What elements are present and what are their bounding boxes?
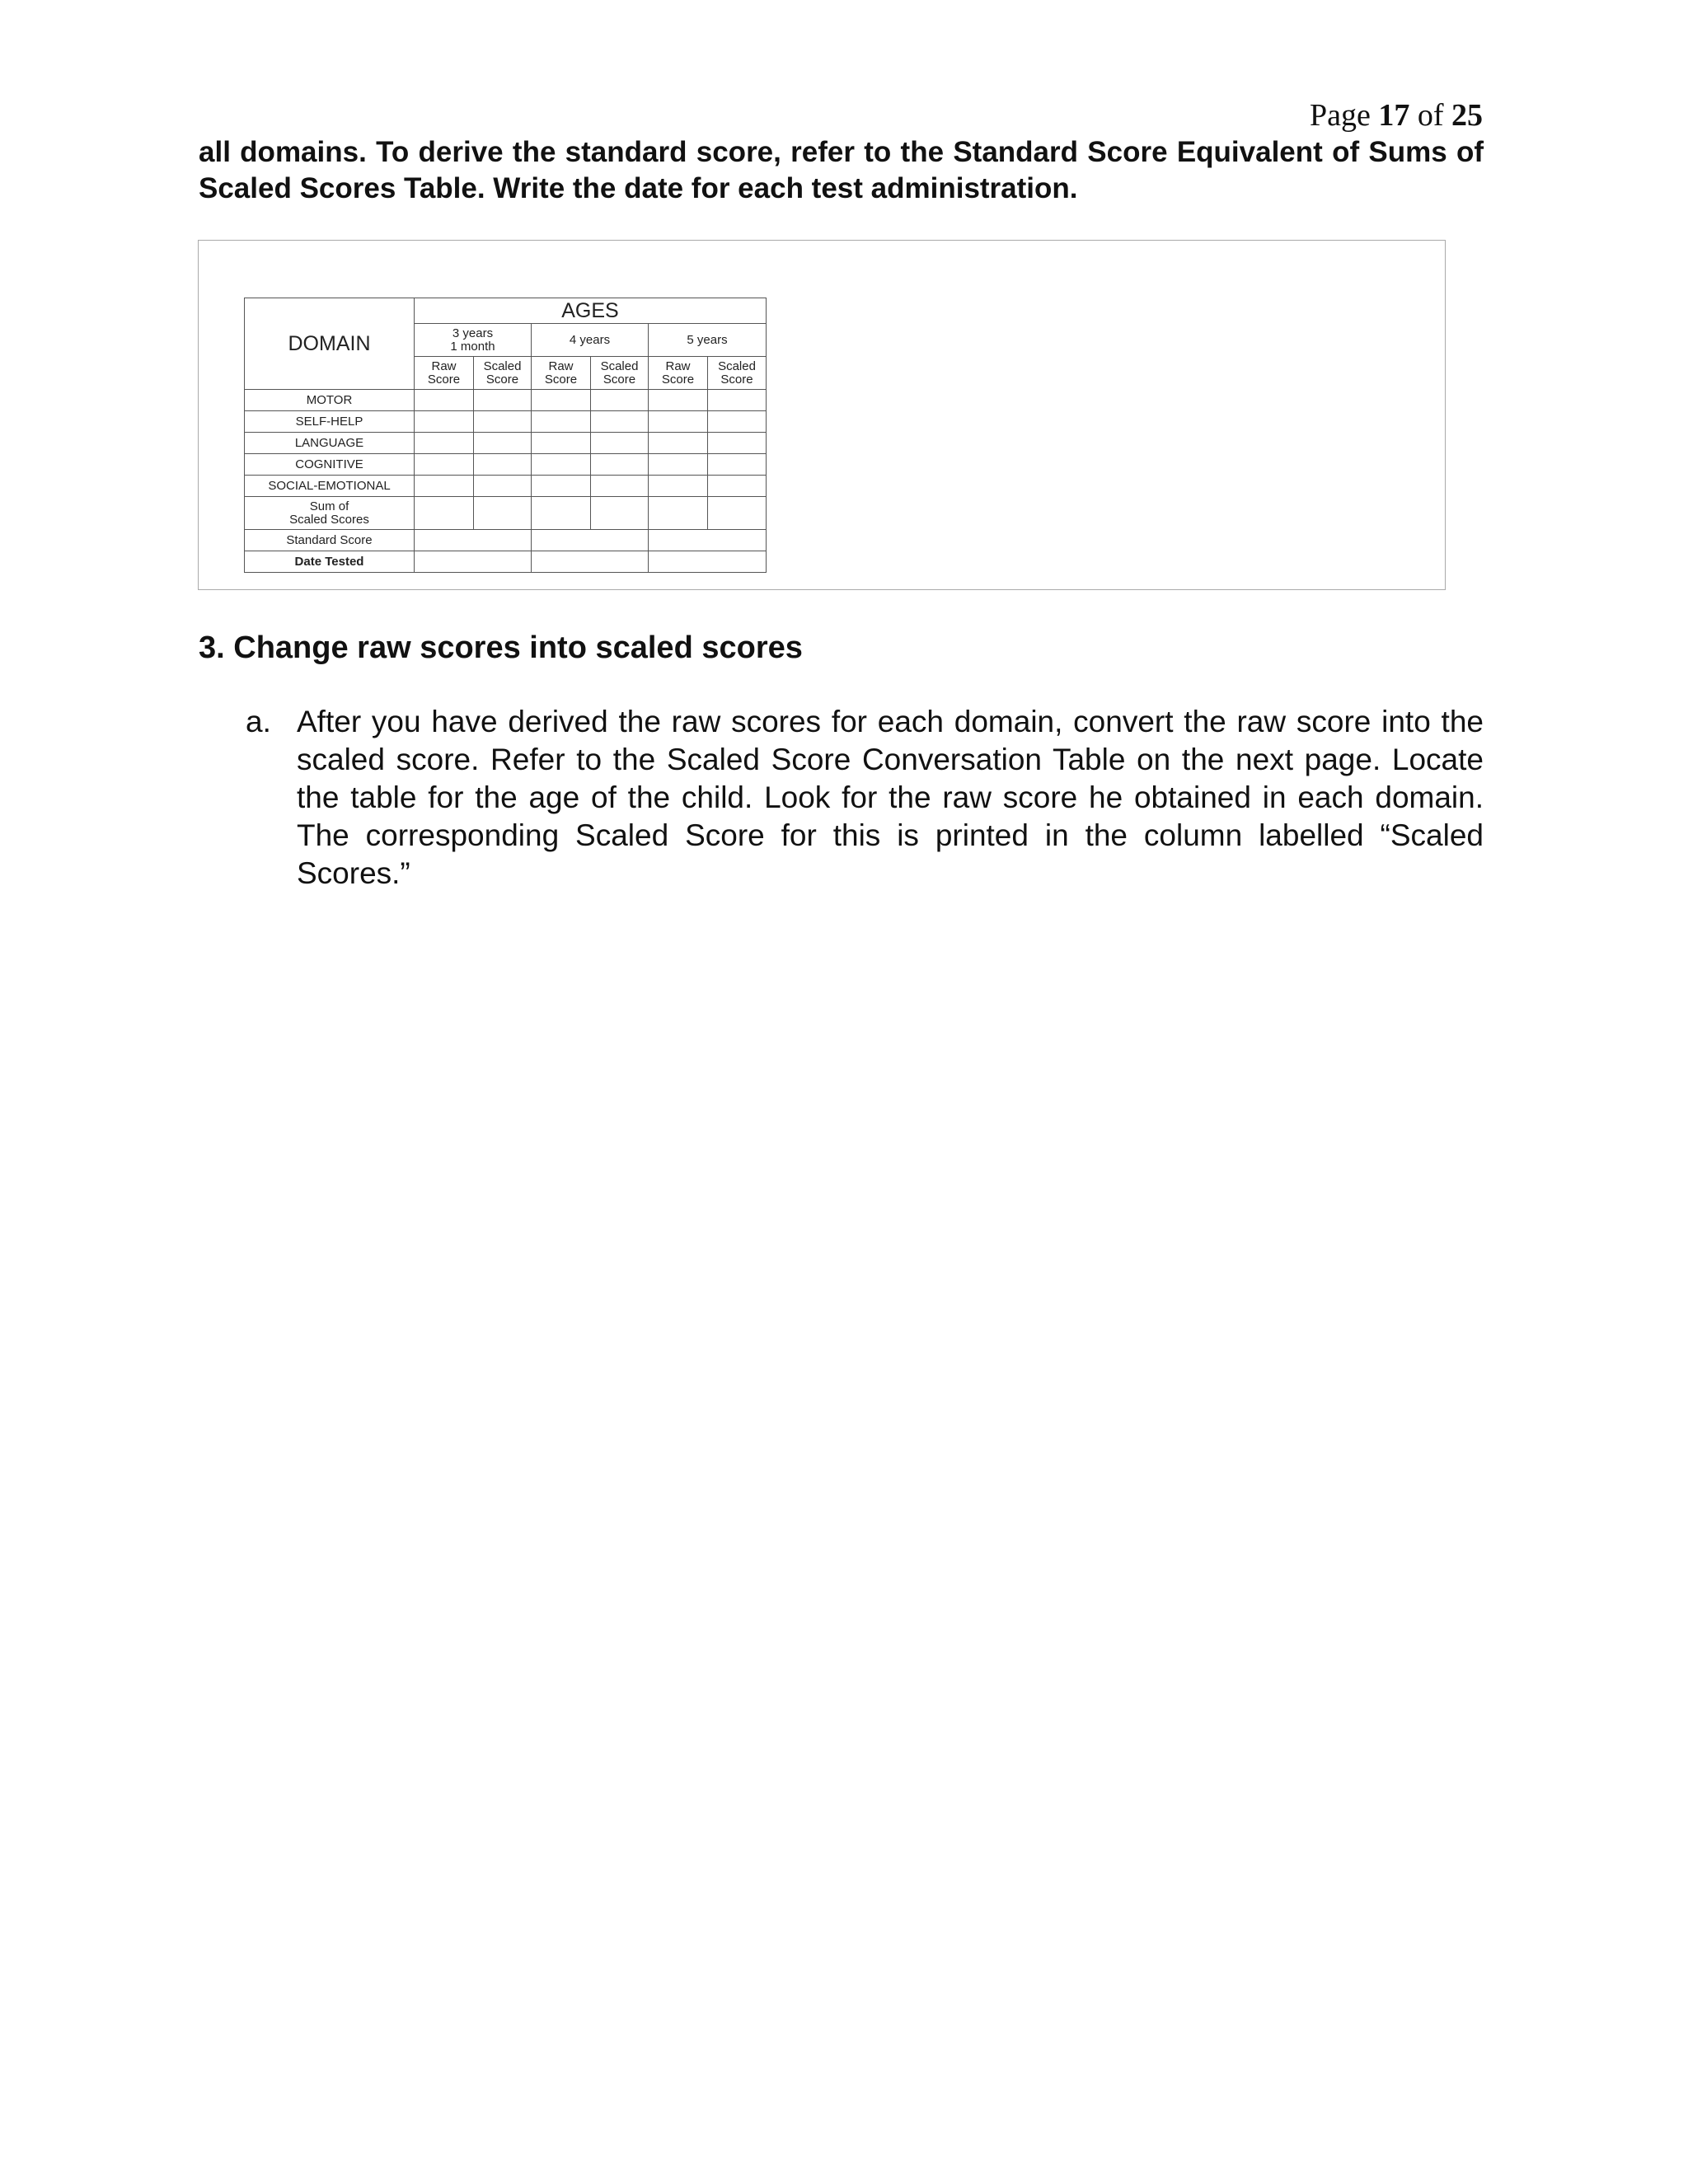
score-cell[interactable] [474,497,532,530]
intro-text: all domains. To derive the standard score, refer to the Standard Score Equivalent of Sums of Scaled Scores Table. Write the date for each test administration. [199,136,1484,204]
age-group-header: 4 years [532,324,649,357]
score-cell[interactable] [474,454,532,476]
domain-label: COGNITIVE [245,454,415,476]
score-cell[interactable] [591,433,649,454]
intro-paragraph [199,134,1484,207]
page-total: 25 [1451,98,1483,133]
score-cell[interactable] [532,454,591,476]
standard-score-cell[interactable] [415,530,532,551]
score-cell[interactable] [708,390,767,411]
score-type-header: Raw Score [532,357,591,390]
domain-header: DOMAIN [245,298,415,390]
score-cell[interactable] [474,390,532,411]
score-table-figure [198,240,1446,590]
score-type-header: Scaled Score [708,357,767,390]
score-cell[interactable] [591,497,649,530]
date-tested-cell[interactable] [415,551,532,573]
score-cell[interactable] [649,390,708,411]
score-type-header: Scaled Score [591,357,649,390]
score-type-header: Raw Score [415,357,474,390]
list-item-text: After you have derived the raw scores for each domain, convert the raw score into the scaled score. Refer to the Scaled Score Conversation Table on the next page. Locate the table for the age of the child. Look for the raw score he obtained in each domain. The corresponding Scaled Score for this is printed in the column labelled “Scaled Scores.” [297,705,1484,890]
score-cell[interactable] [708,454,767,476]
page-number: 17 [1378,98,1410,133]
table-row [245,411,767,433]
score-cell[interactable] [474,411,532,433]
score-cell[interactable] [708,476,767,497]
score-cell[interactable] [708,433,767,454]
domain-label: Sum of Scaled Scores [245,497,415,530]
list-item [246,703,1484,893]
score-cell[interactable] [415,433,474,454]
table-row [245,454,767,476]
standard-score-cell[interactable] [532,530,649,551]
date-tested-label: Date Tested [245,551,415,573]
page-label: Page [1309,98,1371,133]
score-cell[interactable] [415,411,474,433]
date-tested-cell[interactable] [532,551,649,573]
score-cell[interactable] [649,454,708,476]
score-cell[interactable] [649,497,708,530]
page-header [1310,97,1483,134]
ages-header: AGES [415,298,767,324]
domain-label: MOTOR [245,390,415,411]
score-cell[interactable] [708,411,767,433]
score-cell[interactable] [591,411,649,433]
age-group-header: 5 years [649,324,767,357]
standard-score-row [245,530,767,551]
standard-score-cell[interactable] [649,530,767,551]
domain-label: LANGUAGE [245,433,415,454]
table-row [245,390,767,411]
score-cell[interactable] [415,497,474,530]
score-cell[interactable] [415,454,474,476]
score-cell[interactable] [532,476,591,497]
score-cell[interactable] [591,476,649,497]
score-cell[interactable] [532,411,591,433]
score-cell[interactable] [591,390,649,411]
score-type-header: Raw Score [649,357,708,390]
score-cell[interactable] [474,476,532,497]
score-summary-table [244,298,767,573]
table-row [245,433,767,454]
score-cell[interactable] [415,476,474,497]
date-tested-cell[interactable] [649,551,767,573]
score-cell[interactable] [474,433,532,454]
standard-score-label: Standard Score [245,530,415,551]
score-cell[interactable] [532,390,591,411]
score-type-header: Scaled Score [474,357,532,390]
score-cell[interactable] [591,454,649,476]
score-cell[interactable] [649,433,708,454]
score-cell[interactable] [532,497,591,530]
score-cell[interactable] [532,433,591,454]
score-cell[interactable] [649,476,708,497]
table-row [245,497,767,530]
score-cell[interactable] [708,497,767,530]
page-of-label: of [1417,98,1444,133]
domain-rows [245,390,767,530]
date-tested-row [245,551,767,573]
domain-label: SELF-HELP [245,411,415,433]
section-heading: 3. Change raw scores into scaled scores [199,630,803,665]
score-cell[interactable] [415,390,474,411]
table-row [245,476,767,497]
age-group-header: 3 years 1 month [415,324,532,357]
score-cell[interactable] [649,411,708,433]
list-marker: a. [246,705,271,738]
domain-label: SOCIAL-EMOTIONAL [245,476,415,497]
